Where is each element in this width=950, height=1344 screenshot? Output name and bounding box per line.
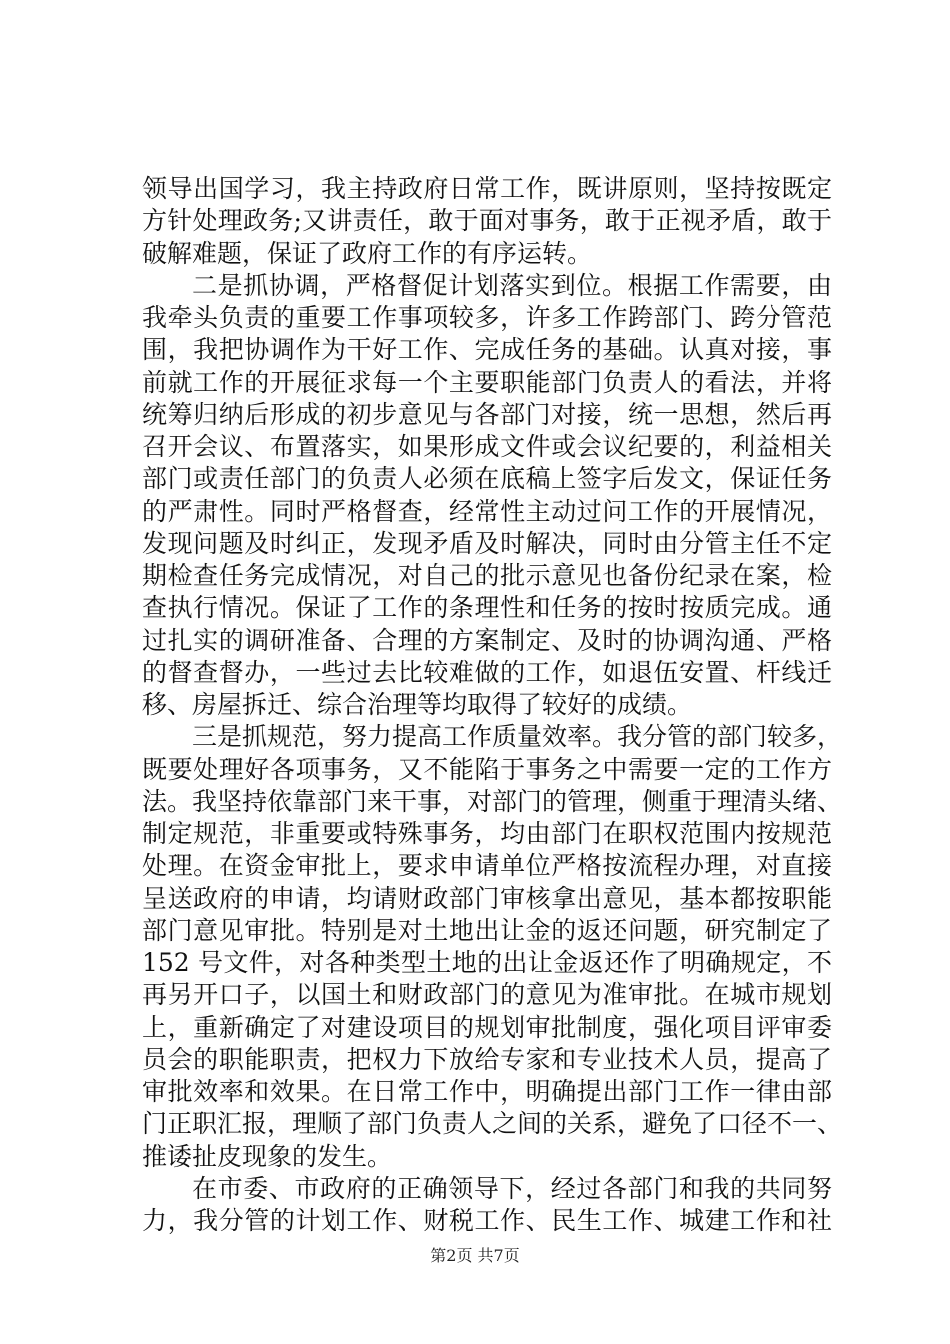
text-line: 制定规范，非重要或特殊事务，均由部门在职权范围内按规范	[142, 819, 832, 848]
paragraph-start-line: 二是抓协调，严格督促计划落实到位。根据工作需要，由	[192, 270, 832, 300]
text-line: 前就工作的开展征求每一个主要职能部门负责人的看法，并将	[142, 367, 832, 397]
text-line: 部门意见审批。特别是对土地出让金的返还问题，研究制定了	[142, 915, 832, 945]
text-line: 处理。在资金审批上，要求申请单位严格按流程办理，对直接	[142, 851, 832, 881]
paragraph-end-line: 移、房屋拆迁、综合治理等均取得了较好的成绩。	[142, 690, 693, 719]
text-line: 员会的职能职责，把权力下放给专家和专业技术人员，提高了	[142, 1044, 832, 1074]
paragraph-start-line: 在市委、市政府的正确领导下，经过各部门和我的共同努	[192, 1173, 832, 1203]
text-line: 领导出国学习，我主持政府日常工作，既讲原则，坚持按既定	[142, 174, 832, 203]
text-line: 围，我把协调作为干好工作、完成任务的基础。认真对接，事	[142, 335, 832, 365]
paragraph-end-line: 破解难题，保证了政府工作的有序运转。	[142, 238, 593, 268]
text-line: 门正职汇报，理顺了部门负责人之间的关系，避免了口径不一、	[142, 1109, 843, 1139]
document-body	[142, 173, 843, 1237]
text-line: 的严肃性。同时严格督查，经常性主动过问工作的开展情况，	[142, 496, 832, 526]
text-line: 审批效率和效果。在日常工作中，明确提出部门工作一律由部	[142, 1077, 832, 1106]
text-line: 期检查任务完成情况，对自己的批示意见也备份纪录在案，检	[142, 561, 832, 590]
text-line: 152 号文件，对各种类型土地的出让金返还作了明确规定，不	[142, 948, 832, 977]
text-line: 的督查督办，一些过去比较难做的工作，如退伍安置、杆线迁	[142, 657, 832, 687]
text-line: 查执行情况。保证了工作的条理性和任务的按时按质完成。通	[142, 593, 832, 623]
text-line: 过扎实的调研准备、合理的方案制定、及时的协调沟通、严格	[142, 625, 832, 655]
paragraph-start-line: 三是抓规范，努力提高工作质量效率。我分管的部门较多，	[192, 722, 843, 752]
text-line: 力，我分管的计划工作、财税工作、民生工作、城建工作和社	[142, 1206, 832, 1235]
text-line: 再另开口子，以国土和财政部门的意见为准审批。在城市规划	[142, 980, 832, 1010]
text-line: 召开会议、布置落实，如果形成文件或会议纪要的，利益相关	[142, 432, 832, 461]
page-number-footer: 第2页 共7页	[430, 1246, 520, 1265]
text-line: 法。我坚持依靠部门来干事，对部门的管理，侧重于理清头绪、	[142, 786, 843, 816]
text-line: 上，重新确定了对建设项目的规划审批制度，强化项目评审委	[142, 1012, 832, 1042]
text-line: 部门或责任部门的负责人必须在底稿上签字后发文，保证任务	[142, 464, 832, 494]
text-line: 既要处理好各项事务，又不能陷于事务之中需要一定的工作方	[142, 754, 832, 784]
text-line: 呈送政府的申请，均请财政部门审核拿出意见，基本都按职能	[142, 883, 832, 913]
text-line: 方针处理政务;又讲责任，敢于面对事务，敢于正视矛盾，敢于	[142, 206, 832, 236]
text-line: 我牵头负责的重要工作事项较多，许多工作跨部门、跨分管范	[142, 303, 832, 332]
paragraph-end-line: 推诿扯皮现象的发生。	[142, 1141, 393, 1171]
text-line: 发现问题及时纠正，发现矛盾及时解决，同时由分管主任不定	[142, 528, 832, 558]
text-line: 统筹归纳后形成的初步意见与各部门对接，统一思想，然后再	[142, 399, 832, 429]
